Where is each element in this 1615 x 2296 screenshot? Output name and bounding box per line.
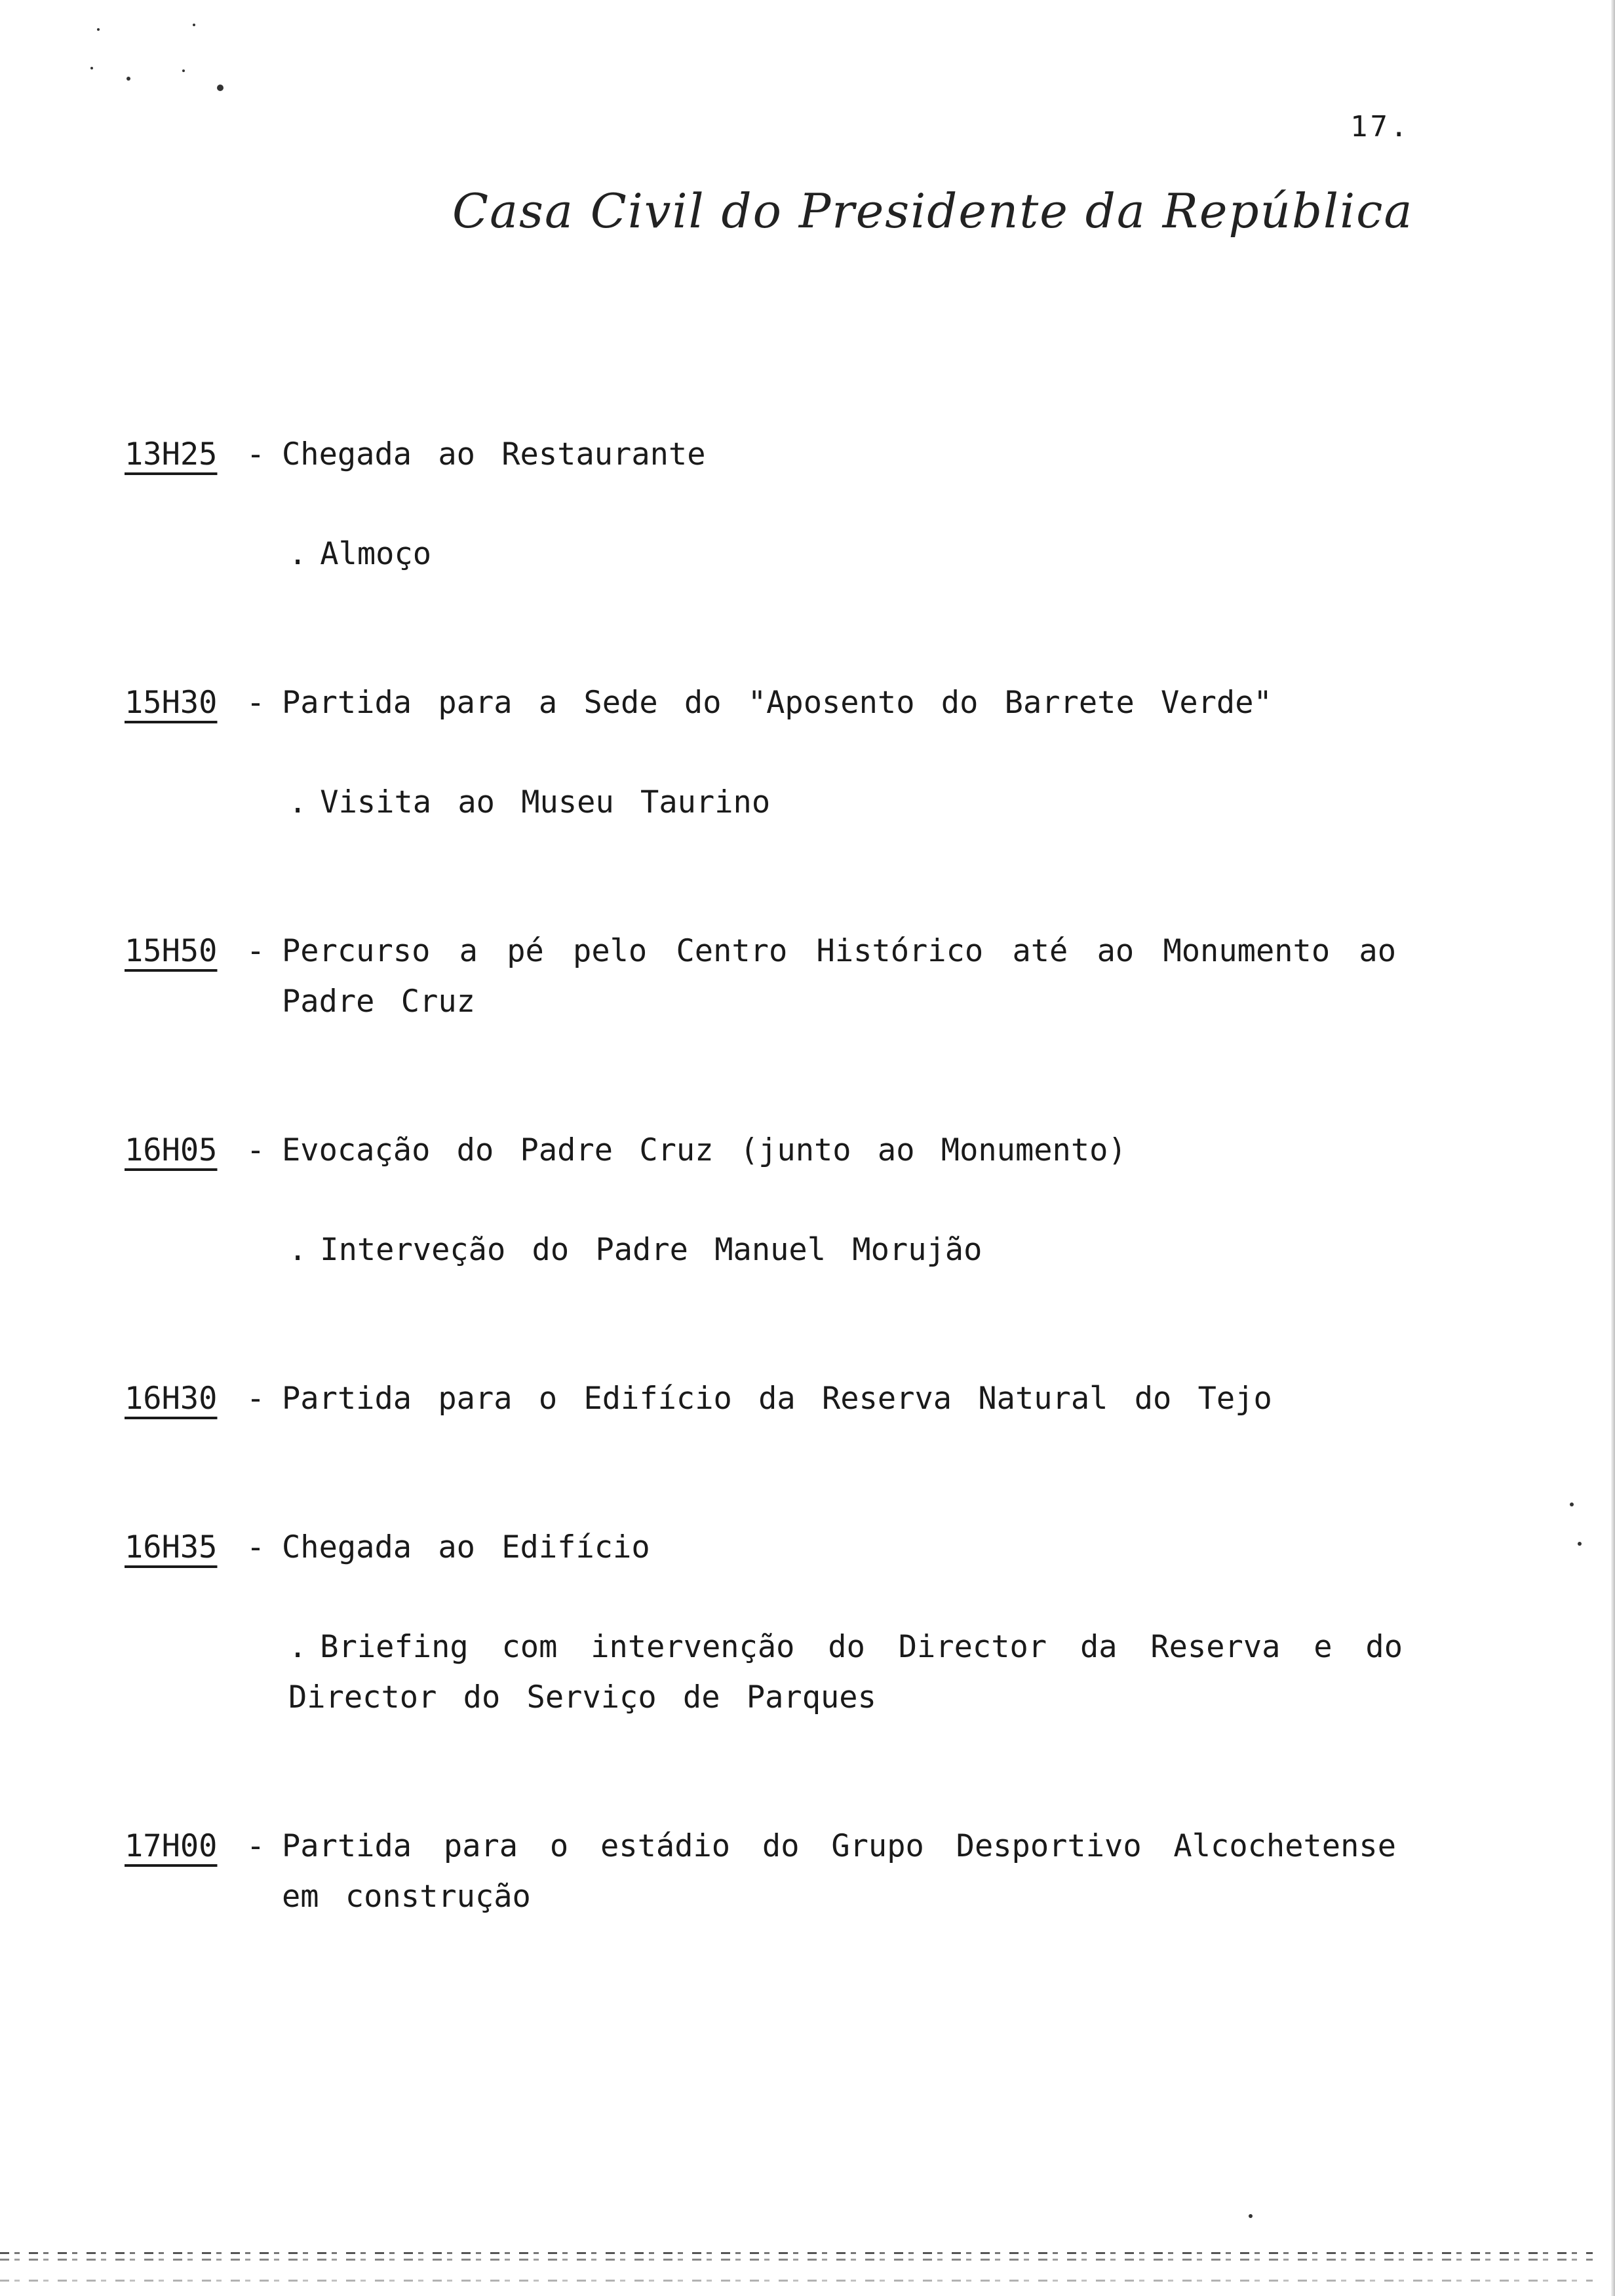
entry-dash: -	[246, 1381, 265, 1417]
bullet-dot: .	[288, 536, 307, 572]
entry-dash: -	[246, 436, 265, 472]
entry-dash: -	[246, 1529, 265, 1565]
entry-note	[288, 1622, 1403, 1723]
entry-head	[125, 678, 1435, 728]
entry-head	[125, 926, 1435, 1027]
entry-description: Partida para a Sede do "Aposento do Barrete Verde"	[282, 685, 1272, 721]
entry-time: 13H25	[125, 436, 218, 472]
page-edge-shadow	[1611, 0, 1615, 2296]
bullet-dot: .	[288, 1629, 307, 1665]
entry-dash: -	[246, 1828, 265, 1864]
page-number: 17.	[1350, 110, 1411, 144]
scan-line	[0, 2280, 1593, 2282]
letterhead: Casa Civil do Presidente da República	[452, 183, 1414, 239]
entry-description: Partida para o estádio do Grupo Desportivo Alcochetense em construção	[282, 1828, 1396, 1915]
schedule	[125, 429, 1435, 1922]
entry-note-text: Interveção do Padre Manuel Morujão	[320, 1232, 983, 1268]
entry-note	[288, 1225, 1403, 1275]
entry-time: 15H30	[125, 685, 218, 721]
entry-note	[288, 777, 1403, 828]
bullet-dot: .	[288, 784, 307, 820]
entry-head	[125, 1522, 1435, 1573]
entry-dash: -	[246, 1132, 265, 1168]
schedule-entry	[125, 1821, 1435, 1922]
bullet-dot: .	[288, 1232, 307, 1268]
entry-head	[125, 1125, 1435, 1176]
entry-time: 16H05	[125, 1132, 218, 1168]
entry-time: 17H00	[125, 1828, 218, 1864]
schedule-entry	[125, 1373, 1435, 1424]
entry-note-text: Briefing com intervenção do Director da Reserva e do Director do Serviço de Parques	[288, 1629, 1403, 1715]
entry-time: 16H35	[125, 1529, 218, 1565]
schedule-entry	[125, 1125, 1435, 1275]
scan-bottom-edge	[0, 2224, 1615, 2296]
schedule-entry	[125, 678, 1435, 828]
entry-head	[125, 429, 1435, 480]
scan-line	[0, 2259, 1593, 2261]
entry-description: Chegada ao Restaurante	[282, 436, 706, 472]
schedule-entry	[125, 1522, 1435, 1723]
entry-note	[288, 529, 1403, 579]
schedule-entry	[125, 926, 1435, 1027]
entry-head	[125, 1821, 1435, 1922]
scan-line	[0, 2252, 1593, 2254]
entry-time: 16H30	[125, 1381, 218, 1417]
entry-time: 15H50	[125, 933, 218, 969]
entry-description: Partida para o Edifício da Reserva Natural do Tejo	[282, 1381, 1272, 1417]
entry-description: Chegada ao Edifício	[282, 1529, 650, 1565]
entry-note-text: Visita ao Museu Taurino	[320, 784, 771, 820]
entry-note-text: Almoço	[320, 536, 432, 572]
entry-dash: -	[246, 933, 265, 969]
entry-head	[125, 1373, 1435, 1424]
entry-dash: -	[246, 685, 265, 721]
schedule-entry	[125, 429, 1435, 579]
entry-description: Evocação do Padre Cruz (junto ao Monumento)	[282, 1132, 1127, 1168]
entry-description: Percurso a pé pelo Centro Histórico até ao Monumento ao Padre Cruz	[282, 933, 1396, 1020]
